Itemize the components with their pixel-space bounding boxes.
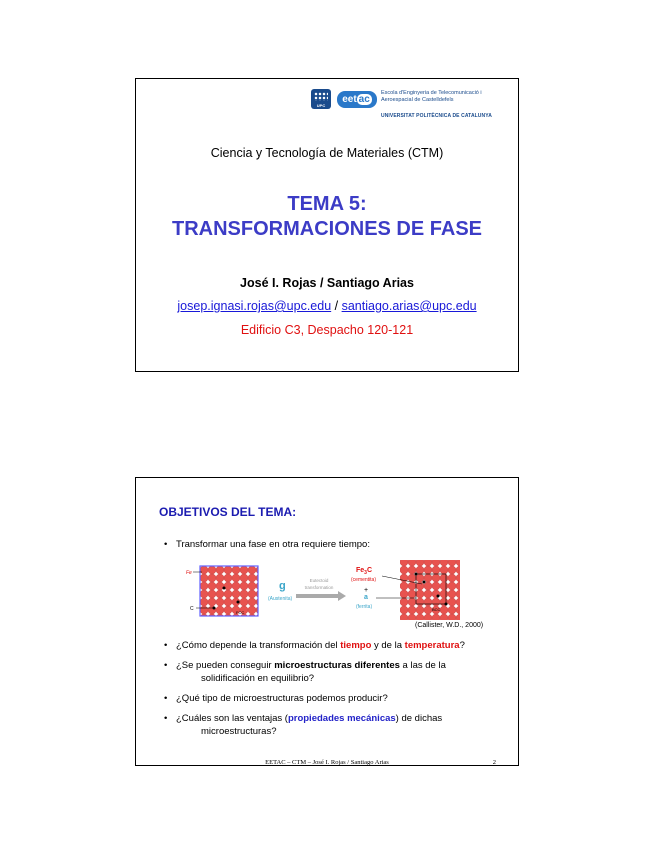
product-crystal xyxy=(400,560,460,620)
school-name: Escola d'Enginyeria de Telecomunicació i Aeroespacial de Castelldefels xyxy=(381,90,482,103)
eetac-logo-icon: eet ac xyxy=(337,91,377,108)
tema-heading xyxy=(136,192,518,242)
arrow-icon xyxy=(296,591,346,601)
slide-title: OBJETIVOS DEL TEMA: xyxy=(159,505,297,519)
bcc-label: BCC xyxy=(432,607,441,612)
upc-logo-icon: UPC xyxy=(311,89,331,109)
figure-caption: (Callister, W.D., 2000) xyxy=(415,622,484,629)
tema-title: TRANSFORMACIONES DE FASE xyxy=(171,218,483,240)
email-link-arias[interactable]: santiago.arias@upc.edu xyxy=(341,299,477,313)
email-separator: / xyxy=(331,299,342,313)
page-number: 2 xyxy=(492,759,496,766)
title-slide xyxy=(135,78,519,372)
alpha-symbol: a xyxy=(364,594,368,601)
c-label: C xyxy=(190,606,194,612)
course-title: Ciencia y Tecnología de Materiales (CTM) xyxy=(210,146,444,160)
arrow-label-1: Eutectoid xyxy=(309,578,329,583)
tema-number: TEMA 5: xyxy=(287,193,367,215)
email-link-rojas[interactable]: josep.ignasi.rojas@upc.edu xyxy=(177,299,332,313)
austenite-label: (Austenita) xyxy=(268,596,293,602)
objectives-slide: OBJETIVOS DEL TEMA: • Transformar una fase en otra requiere tiempo: Fe C FCC g (Austenita) Eutectoid transformation $Fe_3C$ (cementita) + a (ferrita) BCC (Callister, W.D., 2000) • ¿Cómo depende la transformación del tiempo y de la temperatura? • ¿Se pueden conseguir microestructuras diferentes a las de la solidificación en equilibrio? • ¿Qué tipo de microestructuras podemos producir? • ¿Cuáles son las ventajas (propiedades mecánicas) de dichas microestructuras? EETAC – CTM – José I. Rojas / Santiago Arias 2 xyxy=(135,477,519,766)
plus-sign: + xyxy=(364,587,369,594)
fe3c-label: $Fe_3C$ xyxy=(356,567,373,576)
emails xyxy=(136,299,518,313)
office-location: Edificio C3, Despacho 120-121 xyxy=(240,323,414,337)
logo-bar xyxy=(311,87,511,121)
authors: José I. Rojas / Santiago Arias xyxy=(240,276,414,290)
fcc-label: FCC xyxy=(236,610,245,615)
ferrite-label: (ferrita) xyxy=(356,604,373,610)
fe-label: Fe xyxy=(186,570,192,576)
university-name: UNIVERSITAT POLITÈCNICA DE CATALUNYA xyxy=(381,113,492,119)
footer-text: EETAC – CTM – José I. Rojas / Santiago Arias xyxy=(265,759,389,766)
cementite-label: (cementita) xyxy=(351,577,377,583)
fcc-crystal xyxy=(200,566,258,616)
gamma-symbol: g xyxy=(279,580,286,592)
arrow-label-2: transformation xyxy=(304,585,334,590)
